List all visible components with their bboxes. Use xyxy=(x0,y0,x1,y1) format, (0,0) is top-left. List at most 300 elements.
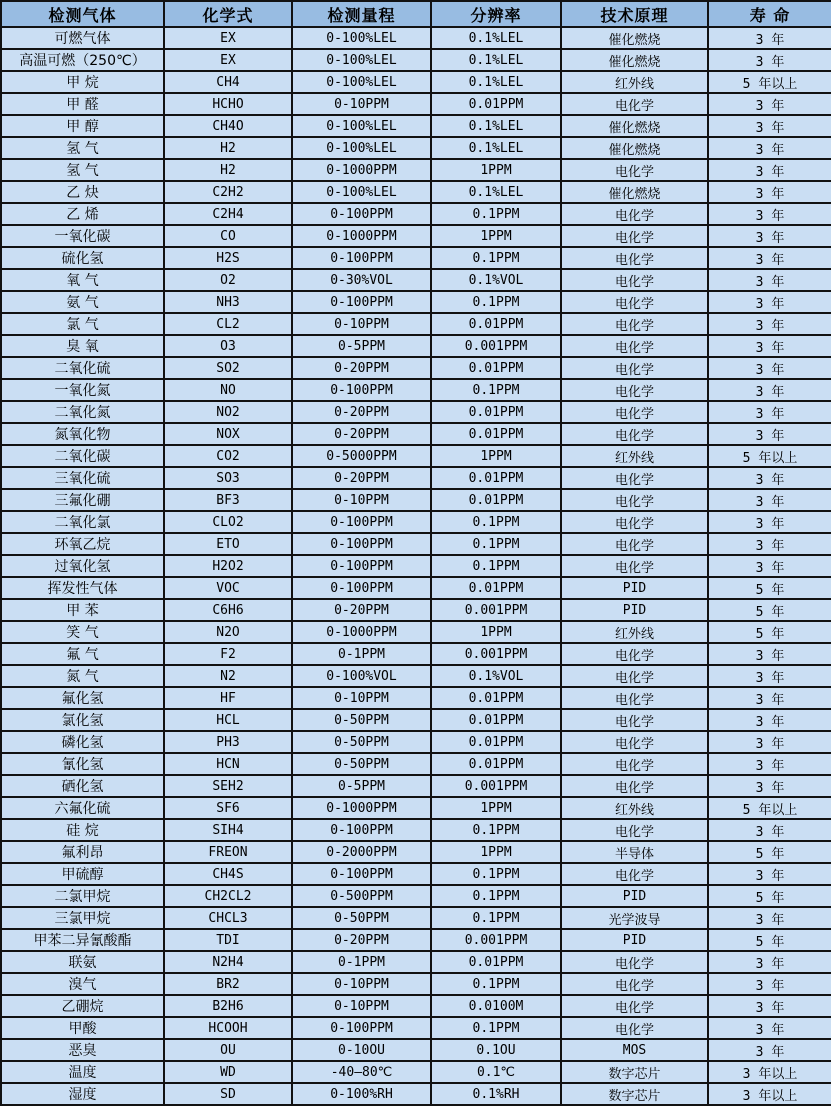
cell-gas: 氟化氢 xyxy=(1,687,164,709)
cell-gas: 氮 气 xyxy=(1,665,164,687)
table-row xyxy=(1,203,831,225)
cell-gas: 三氟化硼 xyxy=(1,489,164,511)
cell-resolution: 1PPM xyxy=(431,159,561,181)
cell-resolution: 0.01PPM xyxy=(431,687,561,709)
cell-gas: 二氧化碳 xyxy=(1,445,164,467)
table-row xyxy=(1,159,831,181)
cell-range: 0-10PPM xyxy=(292,313,431,335)
cell-principle: 电化学 xyxy=(561,401,708,423)
cell-resolution: 0.01PPM xyxy=(431,313,561,335)
cell-gas: 二氧化氯 xyxy=(1,511,164,533)
cell-gas: 氟利昂 xyxy=(1,841,164,863)
cell-gas: 氰化氢 xyxy=(1,753,164,775)
cell-range: 0-20PPM xyxy=(292,599,431,621)
cell-lifespan: 3 年 xyxy=(708,1017,831,1039)
cell-principle: 电化学 xyxy=(561,159,708,181)
column-header-lifespan: 寿 命 xyxy=(708,1,831,27)
cell-resolution: 0.1OU xyxy=(431,1039,561,1061)
cell-principle: 催化燃烧 xyxy=(561,115,708,137)
table-row xyxy=(1,885,831,907)
cell-lifespan: 3 年 xyxy=(708,269,831,291)
table-row xyxy=(1,775,831,797)
cell-range: 0-500PPM xyxy=(292,885,431,907)
cell-principle: 电化学 xyxy=(561,863,708,885)
cell-formula: O3 xyxy=(164,335,292,357)
cell-range: 0-1000PPM xyxy=(292,159,431,181)
cell-range: -40—80℃ xyxy=(292,1061,431,1083)
table-row xyxy=(1,1017,831,1039)
table-row xyxy=(1,973,831,995)
cell-formula: CH2CL2 xyxy=(164,885,292,907)
cell-resolution: 0.1PPM xyxy=(431,247,561,269)
cell-gas: 氮氧化物 xyxy=(1,423,164,445)
cell-gas: 可燃气体 xyxy=(1,27,164,49)
cell-gas: 甲 烷 xyxy=(1,71,164,93)
cell-resolution: 0.01PPM xyxy=(431,401,561,423)
cell-lifespan: 3 年 xyxy=(708,489,831,511)
cell-principle: 电化学 xyxy=(561,687,708,709)
table-body xyxy=(1,27,831,1105)
cell-resolution: 0.1PPM xyxy=(431,533,561,555)
cell-lifespan: 3 年 xyxy=(708,423,831,445)
cell-gas: 氨 气 xyxy=(1,291,164,313)
cell-gas: 恶臭 xyxy=(1,1039,164,1061)
cell-range: 0-100PPM xyxy=(292,203,431,225)
column-header-formula: 化学式 xyxy=(164,1,292,27)
cell-formula: SD xyxy=(164,1083,292,1105)
cell-gas: 甲酸 xyxy=(1,1017,164,1039)
cell-gas: 一氧化氮 xyxy=(1,379,164,401)
cell-formula: CH4O xyxy=(164,115,292,137)
cell-principle: MOS xyxy=(561,1039,708,1061)
cell-lifespan: 3 年 xyxy=(708,93,831,115)
table-row xyxy=(1,1061,831,1083)
cell-principle: 半导体 xyxy=(561,841,708,863)
cell-resolution: 0.1%LEL xyxy=(431,71,561,93)
cell-gas: 高温可燃（250℃） xyxy=(1,49,164,71)
cell-formula: EX xyxy=(164,27,292,49)
cell-principle: 红外线 xyxy=(561,621,708,643)
cell-gas: 湿度 xyxy=(1,1083,164,1105)
table-row xyxy=(1,643,831,665)
cell-resolution: 0.1%LEL xyxy=(431,181,561,203)
cell-lifespan: 3 年以上 xyxy=(708,1061,831,1083)
cell-resolution: 0.1%LEL xyxy=(431,49,561,71)
cell-formula: PH3 xyxy=(164,731,292,753)
cell-formula: OU xyxy=(164,1039,292,1061)
cell-range: 0-1PPM xyxy=(292,643,431,665)
cell-gas: 氯 气 xyxy=(1,313,164,335)
cell-lifespan: 3 年 xyxy=(708,247,831,269)
cell-gas: 甲 醛 xyxy=(1,93,164,115)
cell-resolution: 0.01PPM xyxy=(431,93,561,115)
table-row xyxy=(1,841,831,863)
cell-resolution: 0.0100M xyxy=(431,995,561,1017)
cell-formula: N2H4 xyxy=(164,951,292,973)
cell-principle: 电化学 xyxy=(561,335,708,357)
cell-principle: 电化学 xyxy=(561,1017,708,1039)
cell-resolution: 0.01PPM xyxy=(431,489,561,511)
table-row xyxy=(1,27,831,49)
cell-range: 0-100%VOL xyxy=(292,665,431,687)
cell-lifespan: 5 年以上 xyxy=(708,797,831,819)
cell-lifespan: 5 年 xyxy=(708,929,831,951)
cell-gas: 三氧化硫 xyxy=(1,467,164,489)
cell-lifespan: 3 年 xyxy=(708,1039,831,1061)
table-row xyxy=(1,533,831,555)
cell-resolution: 0.1%RH xyxy=(431,1083,561,1105)
cell-range: 0-100PPM xyxy=(292,577,431,599)
cell-lifespan: 3 年 xyxy=(708,49,831,71)
cell-principle: 电化学 xyxy=(561,775,708,797)
cell-range: 0-20PPM xyxy=(292,467,431,489)
table-row xyxy=(1,753,831,775)
cell-resolution: 0.01PPM xyxy=(431,423,561,445)
cell-lifespan: 3 年 xyxy=(708,181,831,203)
cell-formula: N2O xyxy=(164,621,292,643)
cell-range: 0-50PPM xyxy=(292,907,431,929)
cell-lifespan: 3 年 xyxy=(708,819,831,841)
cell-gas: 甲 苯 xyxy=(1,599,164,621)
cell-gas: 一氧化碳 xyxy=(1,225,164,247)
table-row xyxy=(1,665,831,687)
cell-formula: SIH4 xyxy=(164,819,292,841)
cell-range: 0-10PPM xyxy=(292,489,431,511)
cell-range: 0-100PPM xyxy=(292,533,431,555)
cell-formula: HCN xyxy=(164,753,292,775)
cell-lifespan: 3 年 xyxy=(708,115,831,137)
cell-lifespan: 3 年 xyxy=(708,643,831,665)
cell-lifespan: 3 年 xyxy=(708,863,831,885)
cell-range: 0-10OU xyxy=(292,1039,431,1061)
cell-principle: 电化学 xyxy=(561,533,708,555)
cell-range: 0-20PPM xyxy=(292,401,431,423)
cell-principle: 电化学 xyxy=(561,995,708,1017)
cell-range: 0-100PPM xyxy=(292,379,431,401)
table-row xyxy=(1,71,831,93)
table-row xyxy=(1,797,831,819)
cell-range: 0-1000PPM xyxy=(292,225,431,247)
cell-range: 0-100PPM xyxy=(292,819,431,841)
cell-formula: CH4S xyxy=(164,863,292,885)
cell-principle: 电化学 xyxy=(561,313,708,335)
cell-range: 0-30%VOL xyxy=(292,269,431,291)
cell-principle: 电化学 xyxy=(561,269,708,291)
cell-formula: C6H6 xyxy=(164,599,292,621)
cell-resolution: 0.01PPM xyxy=(431,731,561,753)
cell-formula: CH4 xyxy=(164,71,292,93)
table-row xyxy=(1,181,831,203)
cell-formula: CO2 xyxy=(164,445,292,467)
cell-resolution: 1PPM xyxy=(431,621,561,643)
cell-formula: TDI xyxy=(164,929,292,951)
cell-formula: BR2 xyxy=(164,973,292,995)
cell-range: 0-50PPM xyxy=(292,753,431,775)
table-row xyxy=(1,401,831,423)
cell-lifespan: 3 年 xyxy=(708,973,831,995)
cell-lifespan: 3 年 xyxy=(708,731,831,753)
cell-resolution: 0.01PPM xyxy=(431,753,561,775)
cell-resolution: 0.1PPM xyxy=(431,863,561,885)
cell-resolution: 1PPM xyxy=(431,841,561,863)
cell-formula: O2 xyxy=(164,269,292,291)
cell-gas: 氟 气 xyxy=(1,643,164,665)
cell-formula: HCL xyxy=(164,709,292,731)
cell-principle: 电化学 xyxy=(561,643,708,665)
cell-resolution: 0.1PPM xyxy=(431,511,561,533)
cell-principle: 电化学 xyxy=(561,555,708,577)
cell-resolution: 0.001PPM xyxy=(431,929,561,951)
cell-gas: 过氧化氢 xyxy=(1,555,164,577)
cell-formula: CL2 xyxy=(164,313,292,335)
cell-principle: 电化学 xyxy=(561,93,708,115)
cell-formula: CLO2 xyxy=(164,511,292,533)
cell-principle: 催化燃烧 xyxy=(561,137,708,159)
cell-gas: 氢 气 xyxy=(1,137,164,159)
cell-resolution: 0.01PPM xyxy=(431,467,561,489)
table-header xyxy=(1,1,831,27)
cell-gas: 甲 醇 xyxy=(1,115,164,137)
cell-principle: 电化学 xyxy=(561,709,708,731)
cell-gas: 温度 xyxy=(1,1061,164,1083)
cell-range: 0-50PPM xyxy=(292,731,431,753)
cell-principle: 电化学 xyxy=(561,973,708,995)
cell-gas: 二氧化氮 xyxy=(1,401,164,423)
cell-range: 0-100%LEL xyxy=(292,137,431,159)
cell-principle: 光学波导 xyxy=(561,907,708,929)
cell-range: 0-100%LEL xyxy=(292,115,431,137)
cell-formula: BF3 xyxy=(164,489,292,511)
cell-resolution: 0.01PPM xyxy=(431,577,561,599)
cell-formula: CHCL3 xyxy=(164,907,292,929)
cell-range: 0-10PPM xyxy=(292,995,431,1017)
cell-gas: 乙 炔 xyxy=(1,181,164,203)
table-row xyxy=(1,137,831,159)
table-row xyxy=(1,511,831,533)
cell-principle: 电化学 xyxy=(561,665,708,687)
cell-formula: SF6 xyxy=(164,797,292,819)
cell-principle: 红外线 xyxy=(561,797,708,819)
cell-formula: SEH2 xyxy=(164,775,292,797)
table-row xyxy=(1,599,831,621)
table-row xyxy=(1,863,831,885)
cell-principle: 催化燃烧 xyxy=(561,181,708,203)
cell-resolution: 0.001PPM xyxy=(431,643,561,665)
cell-lifespan: 3 年 xyxy=(708,313,831,335)
cell-resolution: 0.1PPM xyxy=(431,291,561,313)
cell-gas: 挥发性气体 xyxy=(1,577,164,599)
column-header-range: 检测量程 xyxy=(292,1,431,27)
cell-lifespan: 5 年以上 xyxy=(708,71,831,93)
cell-principle: PID xyxy=(561,885,708,907)
cell-principle: 电化学 xyxy=(561,247,708,269)
table-row xyxy=(1,423,831,445)
cell-range: 0-20PPM xyxy=(292,929,431,951)
cell-range: 0-5PPM xyxy=(292,775,431,797)
cell-resolution: 0.01PPM xyxy=(431,951,561,973)
table-row xyxy=(1,951,831,973)
cell-gas: 二氯甲烷 xyxy=(1,885,164,907)
cell-lifespan: 3 年 xyxy=(708,203,831,225)
table-row xyxy=(1,467,831,489)
cell-range: 0-100PPM xyxy=(292,555,431,577)
cell-lifespan: 3 年 xyxy=(708,753,831,775)
cell-range: 0-20PPM xyxy=(292,357,431,379)
cell-lifespan: 3 年 xyxy=(708,467,831,489)
cell-formula: SO3 xyxy=(164,467,292,489)
cell-gas: 硒化氢 xyxy=(1,775,164,797)
cell-resolution: 0.1%LEL xyxy=(431,27,561,49)
cell-resolution: 0.01PPM xyxy=(431,709,561,731)
cell-gas: 六氟化硫 xyxy=(1,797,164,819)
cell-resolution: 0.1PPM xyxy=(431,973,561,995)
cell-resolution: 0.1%LEL xyxy=(431,137,561,159)
cell-formula: N2 xyxy=(164,665,292,687)
cell-resolution: 0.01PPM xyxy=(431,357,561,379)
cell-lifespan: 3 年 xyxy=(708,335,831,357)
cell-resolution: 1PPM xyxy=(431,797,561,819)
cell-resolution: 0.001PPM xyxy=(431,599,561,621)
cell-resolution: 0.1%VOL xyxy=(431,665,561,687)
cell-formula: C2H2 xyxy=(164,181,292,203)
cell-principle: 电化学 xyxy=(561,951,708,973)
cell-lifespan: 5 年 xyxy=(708,577,831,599)
table-row xyxy=(1,269,831,291)
cell-formula: C2H4 xyxy=(164,203,292,225)
cell-range: 0-5000PPM xyxy=(292,445,431,467)
cell-gas: 硫化氢 xyxy=(1,247,164,269)
cell-range: 0-100PPM xyxy=(292,291,431,313)
cell-range: 0-5PPM xyxy=(292,335,431,357)
cell-formula: B2H6 xyxy=(164,995,292,1017)
cell-gas: 二氧化硫 xyxy=(1,357,164,379)
cell-principle: 电化学 xyxy=(561,731,708,753)
cell-lifespan: 3 年 xyxy=(708,709,831,731)
cell-formula: ETO xyxy=(164,533,292,555)
table-row xyxy=(1,445,831,467)
cell-resolution: 0.1%LEL xyxy=(431,115,561,137)
cell-gas: 甲硫醇 xyxy=(1,863,164,885)
cell-gas: 硅 烷 xyxy=(1,819,164,841)
cell-resolution: 0.1℃ xyxy=(431,1061,561,1083)
cell-lifespan: 3 年 xyxy=(708,907,831,929)
cell-principle: 电化学 xyxy=(561,753,708,775)
column-header-resolution: 分辨率 xyxy=(431,1,561,27)
table-row xyxy=(1,313,831,335)
cell-formula: NO2 xyxy=(164,401,292,423)
cell-lifespan: 3 年 xyxy=(708,401,831,423)
table-row xyxy=(1,819,831,841)
cell-lifespan: 5 年 xyxy=(708,841,831,863)
cell-lifespan: 5 年 xyxy=(708,599,831,621)
cell-principle: 催化燃烧 xyxy=(561,27,708,49)
cell-resolution: 0.1PPM xyxy=(431,885,561,907)
table-row xyxy=(1,929,831,951)
table-row xyxy=(1,291,831,313)
table-row xyxy=(1,995,831,1017)
cell-lifespan: 3 年 xyxy=(708,159,831,181)
cell-formula: HCHO xyxy=(164,93,292,115)
cell-principle: 红外线 xyxy=(561,445,708,467)
cell-principle: 电化学 xyxy=(561,291,708,313)
table-row xyxy=(1,577,831,599)
cell-lifespan: 3 年 xyxy=(708,27,831,49)
cell-gas: 乙 烯 xyxy=(1,203,164,225)
cell-range: 0-10PPM xyxy=(292,973,431,995)
table-row xyxy=(1,731,831,753)
cell-range: 0-100PPM xyxy=(292,1017,431,1039)
cell-lifespan: 3 年 xyxy=(708,533,831,555)
cell-formula: NH3 xyxy=(164,291,292,313)
cell-gas: 氢 气 xyxy=(1,159,164,181)
cell-lifespan: 3 年 xyxy=(708,379,831,401)
cell-gas: 联氨 xyxy=(1,951,164,973)
cell-gas: 笑 气 xyxy=(1,621,164,643)
cell-resolution: 0.001PPM xyxy=(431,775,561,797)
cell-lifespan: 5 年以上 xyxy=(708,445,831,467)
cell-formula: SO2 xyxy=(164,357,292,379)
cell-principle: 电化学 xyxy=(561,819,708,841)
table-row xyxy=(1,1083,831,1105)
header-row xyxy=(1,1,831,27)
cell-resolution: 0.1PPM xyxy=(431,819,561,841)
cell-lifespan: 3 年 xyxy=(708,291,831,313)
cell-principle: 红外线 xyxy=(561,71,708,93)
cell-lifespan: 3 年 xyxy=(708,687,831,709)
cell-range: 0-100%LEL xyxy=(292,27,431,49)
cell-resolution: 0.1PPM xyxy=(431,1017,561,1039)
cell-gas: 环氧乙烷 xyxy=(1,533,164,555)
cell-lifespan: 3 年 xyxy=(708,775,831,797)
cell-range: 0-100PPM xyxy=(292,863,431,885)
cell-lifespan: 3 年 xyxy=(708,225,831,247)
cell-principle: 电化学 xyxy=(561,203,708,225)
cell-range: 0-100%LEL xyxy=(292,49,431,71)
cell-range: 0-10PPM xyxy=(292,93,431,115)
table-row xyxy=(1,357,831,379)
cell-formula: H2S xyxy=(164,247,292,269)
cell-gas: 氯化氢 xyxy=(1,709,164,731)
column-header-gas: 检测气体 xyxy=(1,1,164,27)
cell-resolution: 1PPM xyxy=(431,445,561,467)
table-row xyxy=(1,907,831,929)
cell-principle: PID xyxy=(561,599,708,621)
cell-lifespan: 3 年 xyxy=(708,137,831,159)
cell-lifespan: 3 年 xyxy=(708,555,831,577)
cell-principle: PID xyxy=(561,577,708,599)
cell-lifespan: 3 年 xyxy=(708,357,831,379)
cell-resolution: 0.1PPM xyxy=(431,379,561,401)
cell-range: 0-100PPM xyxy=(292,247,431,269)
cell-gas: 氧 气 xyxy=(1,269,164,291)
cell-formula: F2 xyxy=(164,643,292,665)
table-row xyxy=(1,115,831,137)
cell-gas: 臭 氧 xyxy=(1,335,164,357)
cell-resolution: 0.001PPM xyxy=(431,335,561,357)
table-row xyxy=(1,247,831,269)
cell-gas: 溴气 xyxy=(1,973,164,995)
cell-range: 0-1PPM xyxy=(292,951,431,973)
column-header-principle: 技术原理 xyxy=(561,1,708,27)
table-row xyxy=(1,489,831,511)
cell-range: 0-100%LEL xyxy=(292,71,431,93)
cell-principle: 电化学 xyxy=(561,225,708,247)
cell-resolution: 0.1%VOL xyxy=(431,269,561,291)
cell-formula: CO xyxy=(164,225,292,247)
cell-range: 0-50PPM xyxy=(292,709,431,731)
cell-formula: HCOOH xyxy=(164,1017,292,1039)
cell-gas: 三氯甲烷 xyxy=(1,907,164,929)
